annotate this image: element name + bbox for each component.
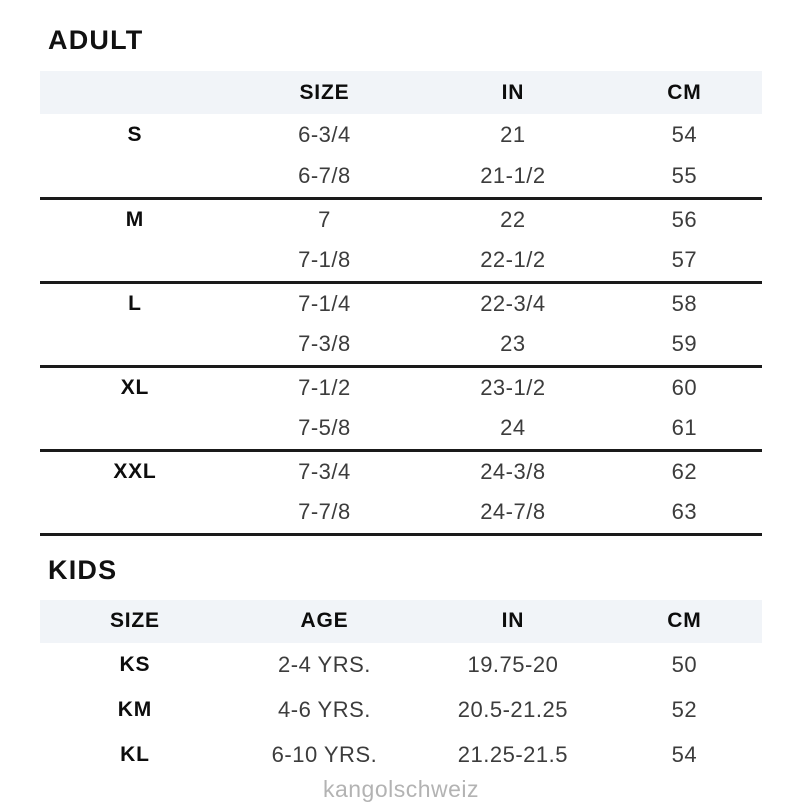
cm-value: 54 — [671, 742, 698, 767]
cm-value: 61 — [607, 408, 762, 450]
adult-size-table — [40, 71, 762, 536]
size-value: 7-3/8 — [230, 324, 419, 366]
adult-col-header-in: IN — [501, 80, 525, 104]
kids-col-header-cm: CM — [667, 609, 702, 632]
cm-value: 63 — [607, 492, 762, 534]
size-label — [40, 156, 230, 198]
table-row — [40, 198, 762, 240]
size-label: M — [125, 207, 145, 231]
in-value: 24-3/8 — [480, 458, 546, 484]
cm-value: 58 — [671, 290, 698, 316]
age-value: 4-6 YRS. — [278, 697, 371, 722]
watermark-text: kangolschweiz — [322, 775, 480, 802]
cm-value: 55 — [607, 156, 762, 198]
size-value: 7-7/8 — [230, 492, 419, 534]
in-value: 22-1/2 — [419, 240, 607, 282]
size-label — [40, 240, 230, 282]
cm-value: 60 — [671, 374, 698, 400]
adult-col-header-size: SIZE — [299, 80, 350, 104]
in-value: 22 — [500, 206, 526, 232]
in-value: 24 — [419, 408, 607, 450]
size-label — [40, 408, 230, 450]
kids-header-row — [40, 600, 762, 643]
cm-value: 54 — [671, 122, 698, 147]
table-row — [40, 156, 762, 198]
table-row — [40, 688, 762, 733]
adult-col-header-blank — [40, 71, 230, 114]
table-row — [40, 240, 762, 282]
in-value: 23 — [419, 324, 607, 366]
adult-col-header-cm: CM — [667, 80, 702, 104]
table-row — [40, 733, 762, 778]
in-value: 22-3/4 — [480, 290, 546, 316]
size-value: 7-1/8 — [230, 240, 419, 282]
size-label — [40, 492, 230, 534]
adult-header-row — [40, 71, 762, 114]
size-label: KM — [117, 698, 153, 721]
size-value: 7-5/8 — [230, 408, 419, 450]
table-row — [40, 366, 762, 408]
size-value: 7-1/2 — [298, 374, 351, 400]
size-label: KS — [119, 653, 151, 676]
size-value: 7 — [318, 206, 331, 232]
table-row — [40, 450, 762, 492]
table-row — [40, 643, 762, 688]
age-value: 2-4 YRS. — [278, 652, 371, 677]
kids-size-table — [40, 600, 762, 778]
in-value: 20.5-21.25 — [457, 697, 568, 722]
in-value: 24-7/8 — [419, 492, 607, 534]
size-value: 7-1/4 — [298, 290, 351, 316]
in-value: 21.25-21.5 — [457, 742, 568, 767]
size-label: L — [128, 291, 142, 315]
size-label: XL — [120, 375, 150, 399]
kids-col-header-in: IN — [501, 609, 525, 632]
cm-value: 56 — [671, 206, 698, 232]
kids-col-header-size: SIZE — [109, 609, 160, 632]
in-value: 23-1/2 — [480, 374, 546, 400]
table-row — [40, 492, 762, 534]
size-label: KL — [120, 743, 150, 766]
size-value: 6-7/8 — [230, 156, 419, 198]
size-label — [40, 324, 230, 366]
cm-value: 52 — [671, 697, 698, 722]
cm-value: 50 — [671, 652, 698, 677]
cm-value: 57 — [607, 240, 762, 282]
in-value: 21 — [500, 122, 526, 147]
cm-value: 59 — [607, 324, 762, 366]
size-label: S — [127, 123, 143, 146]
cm-value: 62 — [671, 458, 698, 484]
in-value: 21-1/2 — [419, 156, 607, 198]
adult-section-title: ADULT — [48, 25, 144, 55]
kids-section-title: KIDS — [48, 554, 118, 585]
table-row — [40, 282, 762, 324]
table-row — [40, 324, 762, 366]
in-value: 19.75-20 — [467, 652, 559, 677]
size-label: XXL — [113, 459, 157, 483]
table-row — [40, 114, 762, 156]
kids-col-header-age: AGE — [300, 609, 349, 632]
age-value: 6-10 YRS. — [271, 742, 378, 767]
size-value: 7-3/4 — [298, 458, 351, 484]
size-value: 6-3/4 — [298, 122, 351, 147]
table-row — [40, 408, 762, 450]
